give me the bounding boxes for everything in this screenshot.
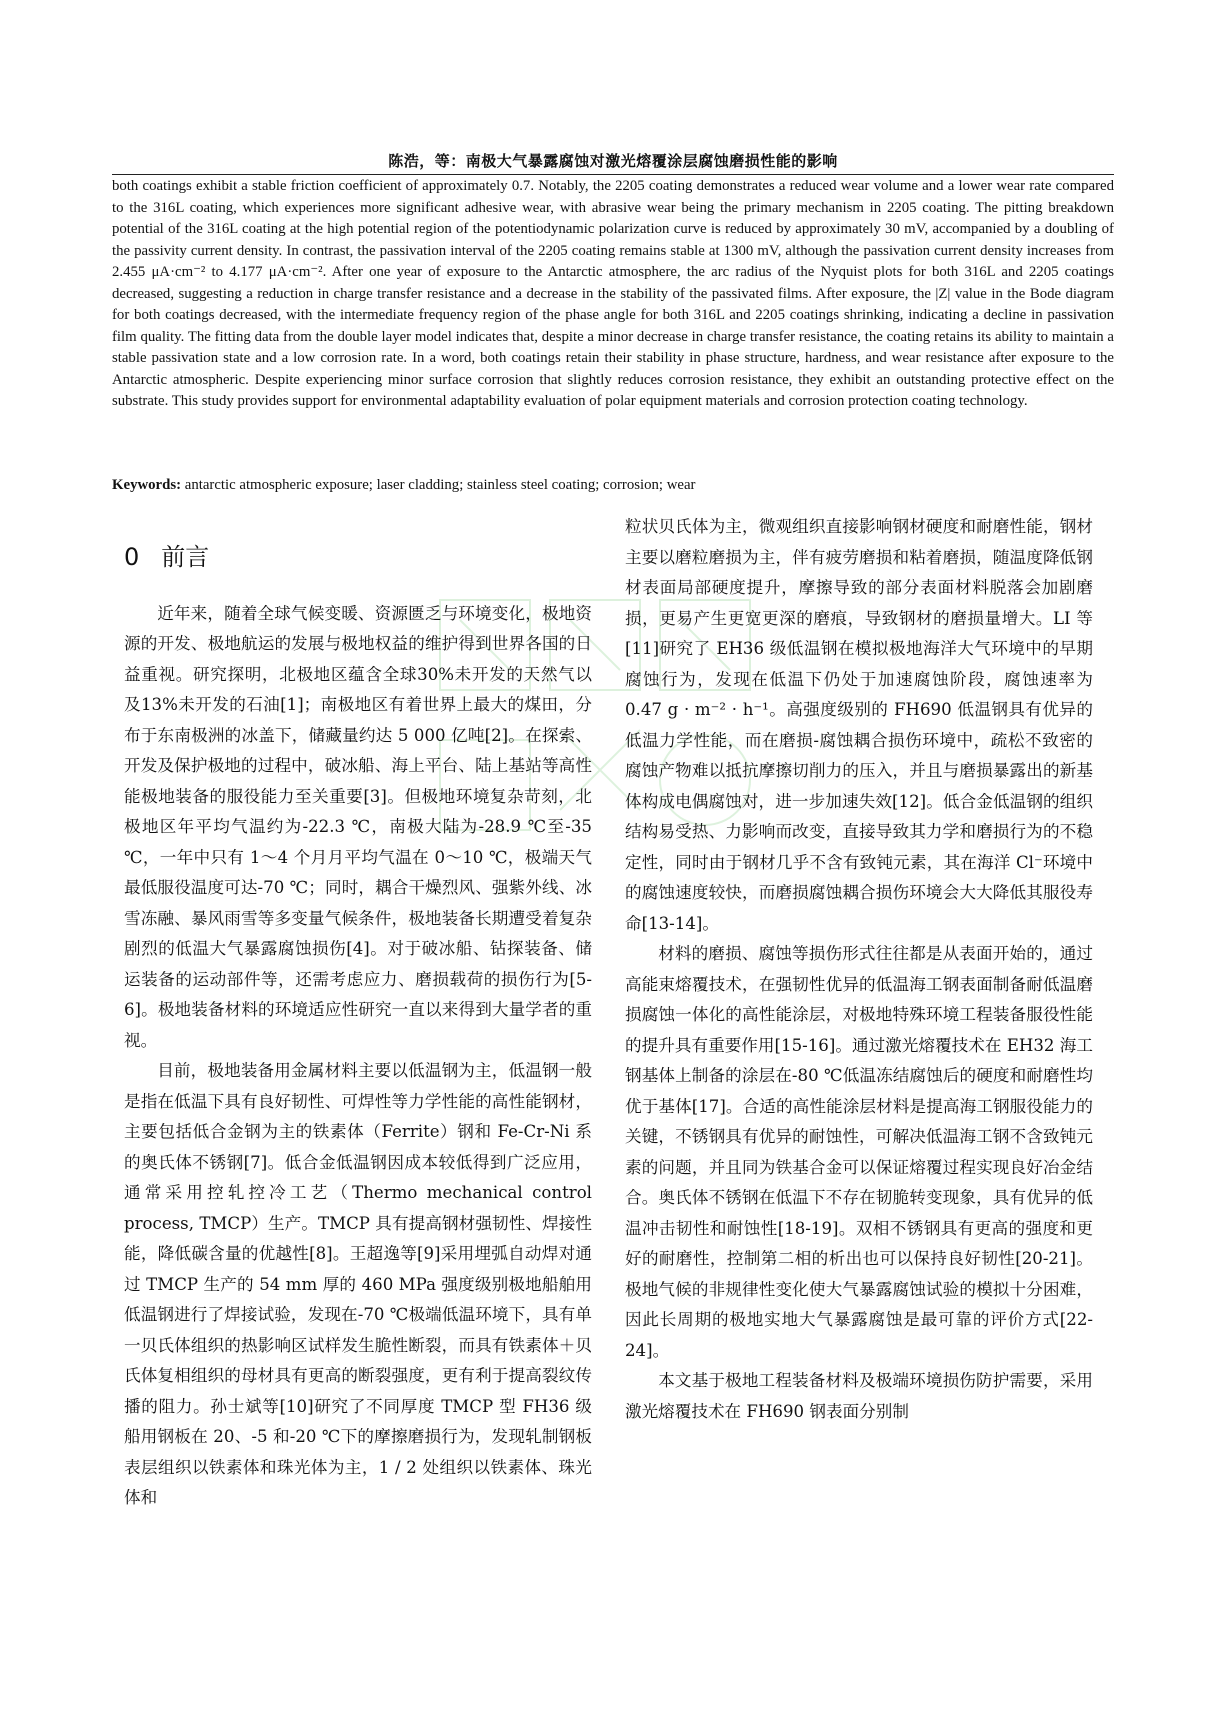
section-heading	[124, 542, 592, 573]
paragraph: 近年来，随着全球气候变暖、资源匮乏与环境变化，极地资源的开发、极地航运的发展与极地权益的维护得到世界各国的日益重视。研究探明，北极地区蕴含全球30%未开发的天然气以及13%未开发的石油[1]；南极地区有着世界上最大的煤田，分布于东南极洲的冰盖下，储藏量约达 5 000 亿吨[2]。在探索、开发及保护极地的过程中，破冰船、海上平台、陆上基站等高性能极地装备的服役能力至关重要[3]。但极地环境复杂苛刻，北极地区年平均气温约为-22.3 ℃，南极大陆为-28.9 ℃至-35 ℃，一年中只有 1～4 个月月平均气温在 0～10 ℃，极端天气最低服役温度可达-70 ℃；同时，耦合干燥烈风、强紫外线、冰雪冻融、暴风雨雪等多变量气候条件，极地装备长期遭受着复杂剧烈的低温大气暴露腐蚀损伤[4]。对于破冰船、钻探装备、储运装备的运动部件等，还需考虑应力、磨损载荷的损伤行为[5-6]。极地装备材料的环境适应性研究一直以来得到大量学者的重视。	[124, 603, 592, 1050]
paragraph: 目前，极地装备用金属材料主要以低温钢为主，低温钢一般是指在低温下具有良好韧性、可焊性等力学性能的高性能钢材，主要包括低合金钢为主的铁素体（Ferrite）钢和 Fe-Cr-Ni 系的奥氏体不锈钢[7]。低合金低温钢因成本较低得到广泛应用，通常采用控轧控冷工艺（Thermo mechanical control process, TMCP）生产。TMCP 具有提高钢材强韧性、焊接性能，降低碳含量的优越性[8]。王超逸等[9]采用埋弧自动焊对通过 TMCP 生产的 54 mm 厚的 460 MPa 强度级别极地船舶用低温钢进行了焊接试验，发现在-70 ℃极端低温环境下，具有单一贝氏体组织的热影响区试样发生脆性断裂，而具有铁素体＋贝氏体复相组织的母材具有更高的断裂强度，更有利于提高裂纹传播的阻力。孙士斌等[10]研究了不同厚度 TMCP 型 FH36 级船用钢板在 20、-5 和-20 ℃下的摩擦磨损行为，发现轧制钢板表层组织以铁素体和珠光体为主，1 / 2 处组织以铁素体、珠光体和	[124, 1061, 592, 1507]
left-column	[124, 512, 592, 1514]
section-title: 前言	[161, 543, 210, 571]
abstract-continued: both coatings exhibit a stable friction coefficient of approximately 0.7. Notably, the 2205 coating demonstrates a reduced wear volume and a lower wear rate compared to the 316L coating, which experiences more significant adhesive wear, with abrasive wear being the primary mechanism in 2205 coating. The pitting breakdown potential of the 316L coating at the high potential region of the potentiodynamic polarization curve is reduced by approximately 30 mV, accompanied by a doubling of the passivity current density. In contrast, the passivation interval of the 2205 coating remains stable at 1300 mV, although the passivation current density increases from 2.455 μA·cm⁻² to 4.177 μA·cm⁻². After one year of exposure to the Antarctic atmosphere, the arc radius of the Nyquist plots for both 316L and 2205 coatings decreased, suggesting a reduction in charge transfer resistance and a decrease in the stability of the passivated films. After exposure, the |Z| value in the Bode diagram for both coatings decreased, with the intermediate frequency region of the phase angle for both 316L and 2205 coatings shrinking, indicating a decline in passivation film quality. The fitting data from the double layer model indicates that, despite a minor decrease in charge transfer resistance, the coating retains its ability to maintain a stable passivation state and a low corrosion rate. In a word, both coatings retain their stability in phase structure, hardness, and wear resistance after exposure to the Antarctic atmospheric. Despite experiencing minor surface corrosion that slightly reduces corrosion resistance, they exhibit an outstanding protective effect on the substrate. This study provides support for environmental adaptability evaluation of polar equipment materials and corrosion protection coating technology.	[112, 178, 1114, 409]
paragraph: 粒状贝氏体为主，微观组织直接影响钢材硬度和耐磨性能，钢材主要以磨粒磨损为主，伴有疲劳磨损和粘着磨损，随温度降低钢材表面局部硬度提升，摩擦导致的部分表面材料脱落会加剧磨损，更易产生更宽更深的磨痕，导致钢材的磨损量增大。LI 等[11]研究了 EH36 级低温钢在模拟极地海洋大气环境中的早期腐蚀行为，发现在低温下仍处于加速腐蚀阶段，腐蚀速率为 0.47 g · m⁻² · h⁻¹。高强度级别的 FH690 低温钢具有优异的低温力学性能，而在磨损-腐蚀耦合损伤环境中，疏松不致密的腐蚀产物难以抵抗摩擦切削力的压入，并且与磨损暴露出的新基体构成电偶腐蚀对，进一步加速失效[12]。低合金低温钢的组织结构易受热、力影响而改变，直接导致其力学和磨损行为的不稳定性，同时由于钢材几乎不含有致钝元素，其在海洋 Cl⁻环境中的腐蚀速度较快，而磨损腐蚀耦合损伤环境会大大降低其服役寿命[13-14]。	[625, 517, 1093, 933]
header-divider	[112, 174, 1114, 175]
keywords	[112, 475, 1114, 497]
section-number: 0	[124, 543, 140, 571]
paragraph: 材料的磨损、腐蚀等损伤形式往往都是从表面开始的，通过高能束熔覆技术，在强韧性优异的低温海工钢表面制备耐低温磨损腐蚀一体化的高性能涂层，对极地特殊环境工程装备服役性能的提升具有重要作用[15-16]。通过激光熔覆技术在 EH32 海工钢基体上制备的涂层在-80 ℃低温冻结腐蚀后的硬度和耐磨性均优于基体[17]。合适的高性能涂层材料是提高海工钢服役能力的关键，不锈钢具有优异的耐蚀性，可解决低温海工钢不含致钝元素的问题，并且同为铁基合金可以保证熔覆过程实现良好冶金结合。奥氏体不锈钢在低温下不存在韧脆转变现象，具有优异的低温冲击韧性和耐蚀性[18-19]。双相不锈钢具有更高的强度和更好的耐磨性，控制第二相的析出也可以保持良好韧性[20-21]。极地气候的非规律性变化使大气暴露腐蚀试验的模拟十分困难，因此长周期的极地实地大气暴露腐蚀是最可靠的评价方式[22-24]。	[625, 944, 1093, 1360]
keywords-label: Keywords:	[112, 477, 182, 493]
right-column	[625, 512, 1093, 1427]
paragraph: 本文基于极地工程装备材料及极端环境损伤防护需要，采用激光熔覆技术在 FH690 钢表面分别制	[625, 1371, 1093, 1421]
running-header: 陈浩，等：南极大气暴露腐蚀对激光熔覆涂层腐蚀磨损性能的影响	[388, 152, 838, 170]
keywords-text: antarctic atmospheric exposure; laser cladding; stainless steel coating; corrosion; wear	[181, 477, 696, 493]
